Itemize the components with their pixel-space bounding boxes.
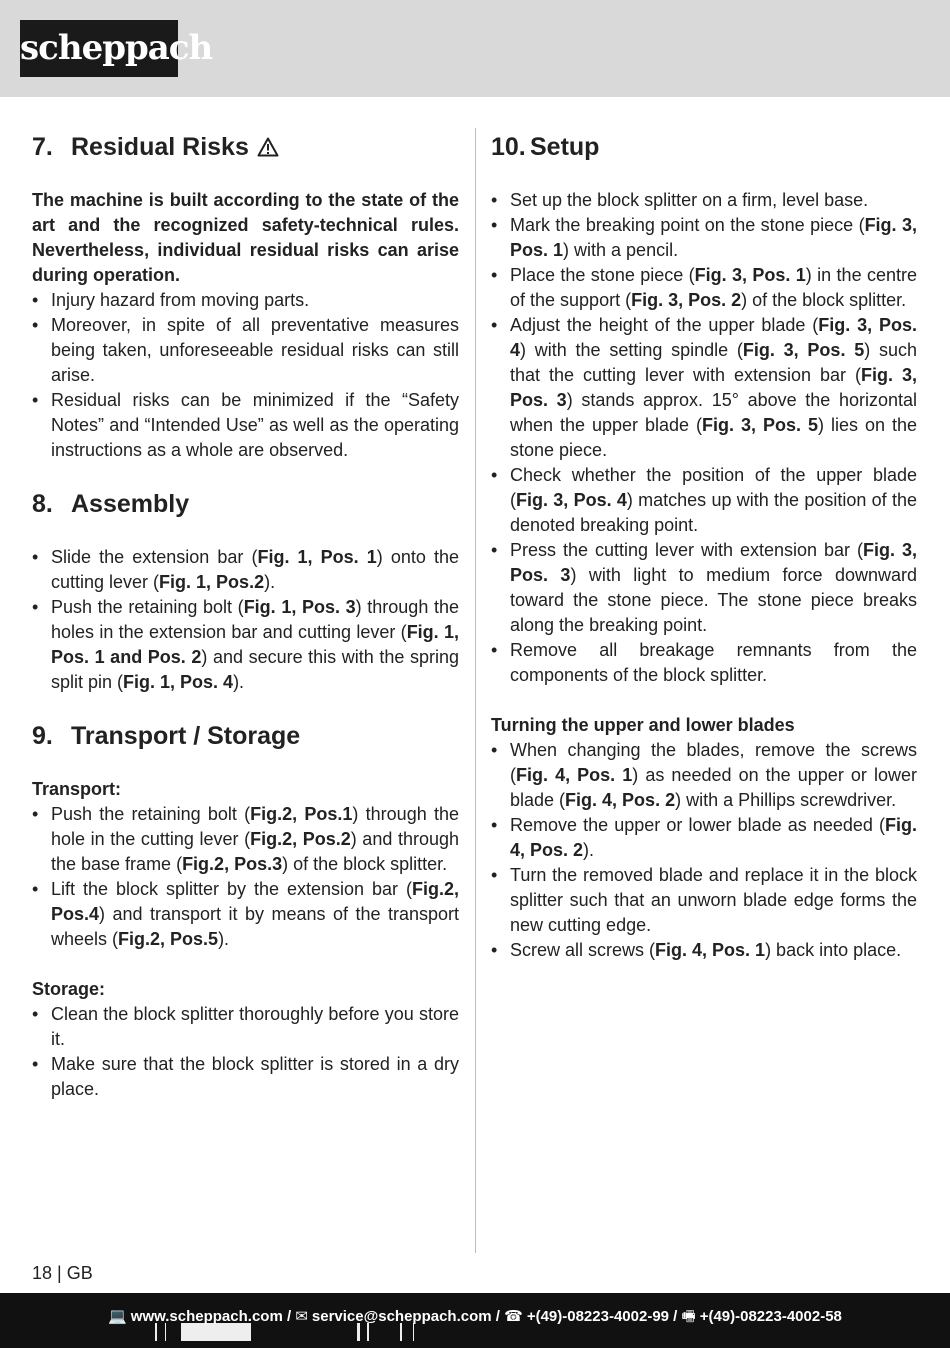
blades-subheading: Turning the upper and lower blades (491, 715, 795, 735)
blades-list (491, 738, 917, 963)
section-10-heading (491, 128, 917, 166)
warning-triangle-icon (257, 137, 279, 157)
list-item: • Lift the block splitter by the extension bar (Fig.2, Pos.4) and transport it by means of the transport wheels (Fig.2, Pos.5). (32, 877, 459, 952)
section-number: 7. (32, 133, 53, 161)
list-item: • Make sure that the block splitter is stored in a dry place. (32, 1052, 459, 1102)
transport-list (32, 802, 459, 952)
list-item: • Remove the upper or lower blade as needed (Fig. 4, Pos. 2). (491, 813, 917, 863)
list-item: • Push the retaining bolt (Fig.2, Pos.1) through the hole in the cutting lever (Fig.2, Pos.2) and through the base frame (Fig.2, Pos.3) of the block splitter. (32, 802, 459, 877)
list-item: • Screw all screws (Fig. 4, Pos. 1) back into place. (491, 938, 917, 963)
separator: / (673, 1308, 678, 1325)
list-item: • Moreover, in spite of all preventative measures being taken, unforeseeable residual risks can still arise. (32, 313, 459, 388)
section-8-heading (32, 485, 459, 523)
section-title: Transport / Storage (71, 722, 301, 750)
section-number: 10. (491, 133, 526, 161)
list-item: • Press the cutting lever with extension bar (Fig. 3, Pos. 3) with light to medium force downward toward the stone piece. The stone piece breaks along the breaking point. (491, 538, 917, 638)
setup-list (491, 188, 917, 688)
footer-phone: +(49)-08223-4002-99 (526, 1308, 669, 1325)
footer-contact (0, 1307, 950, 1327)
list-item: • Residual risks can be minimized if the “Safety Notes” and “Intended Use” as well as the operating instructions as a whole are observed. (32, 388, 459, 463)
section-title: Setup (530, 133, 600, 161)
list-item: • Turn the removed blade and replace it in the block splitter such that an unworn blade edge forms the new cutting edge. (491, 863, 917, 938)
list-item: • Clean the block splitter thoroughly before you store it. (32, 1002, 459, 1052)
page-number: 18 | GB (32, 1263, 93, 1283)
list-item: • Check whether the position of the upper blade (Fig. 3, Pos. 4) matches up with the position of the denoted breaking point. (491, 463, 917, 538)
list-item: • Mark the breaking point on the stone piece (Fig. 3, Pos. 1) with a pencil. (491, 213, 917, 263)
footer-website[interactable]: www.scheppach.com (130, 1308, 283, 1325)
right-column (491, 128, 917, 963)
separator: / (286, 1308, 292, 1325)
computer-icon: 💻 (108, 1308, 127, 1325)
section-9-heading (32, 717, 459, 755)
transport-subheading: Transport: (32, 779, 122, 799)
column-divider (475, 128, 476, 1253)
assembly-list (32, 545, 459, 695)
list-item: • Set up the block splitter on a firm, level base. (491, 188, 917, 213)
page-header (0, 0, 950, 97)
residual-risks-intro: The machine is built according to the state of the art and the recognized safety-technical rules. Nevertheless, individual residual risks can arise during operation. (32, 190, 459, 285)
section-number: 9. (32, 722, 53, 750)
list-item: • When changing the blades, remove the screws (Fig. 4, Pos. 1) as needed on the upper or lower blade (Fig. 4, Pos. 2) with a Phillips screwdriver. (491, 738, 917, 813)
list-item: • Adjust the height of the upper blade (Fig. 3, Pos. 4) with the setting spindle (Fig. 3, Pos. 5) such that the cutting lever with extension bar (Fig. 3, Pos. 3) stands approx. 15° above the horizontal when the upper blade (Fig. 3, Pos. 5) lies on the stone piece. (491, 313, 917, 463)
telephone-icon: ☎ (504, 1308, 523, 1325)
list-item: • Remove all breakage remnants from the components of the block splitter. (491, 638, 917, 688)
list-item: • Place the stone piece (Fig. 3, Pos. 1) in the centre of the support (Fig. 3, Pos. 2) of the block splitter. (491, 263, 917, 313)
brand-logo: scheppach (20, 20, 178, 77)
storage-subheading: Storage: (32, 979, 106, 999)
fax-icon: 🖷 (681, 1308, 696, 1325)
section-title: Residual Risks (71, 133, 249, 161)
list-item: • Injury hazard from moving parts. (32, 288, 459, 313)
residual-risks-list (32, 288, 459, 463)
section-7-heading (32, 128, 459, 166)
section-title: Assembly (71, 490, 190, 518)
list-item: • Push the retaining bolt (Fig. 1, Pos. 3) through the holes in the extension bar and cutting lever (Fig. 1, Pos. 1 and Pos. 2) and secure this with the spring split pin (Fig. 1, Pos. 4). (32, 595, 459, 695)
footer-fax: +(49)-08223-4002-58 (699, 1308, 842, 1325)
section-number: 8. (32, 490, 53, 518)
footer-email[interactable]: service@scheppach.com (311, 1308, 492, 1325)
storage-list (32, 1002, 459, 1102)
left-column (32, 128, 459, 1102)
separator: / (495, 1308, 500, 1325)
page-footer (0, 1293, 950, 1348)
envelope-icon: ✉ (295, 1308, 308, 1325)
list-item: • Slide the extension bar (Fig. 1, Pos. 1) onto the cutting lever (Fig. 1, Pos.2). (32, 545, 459, 595)
